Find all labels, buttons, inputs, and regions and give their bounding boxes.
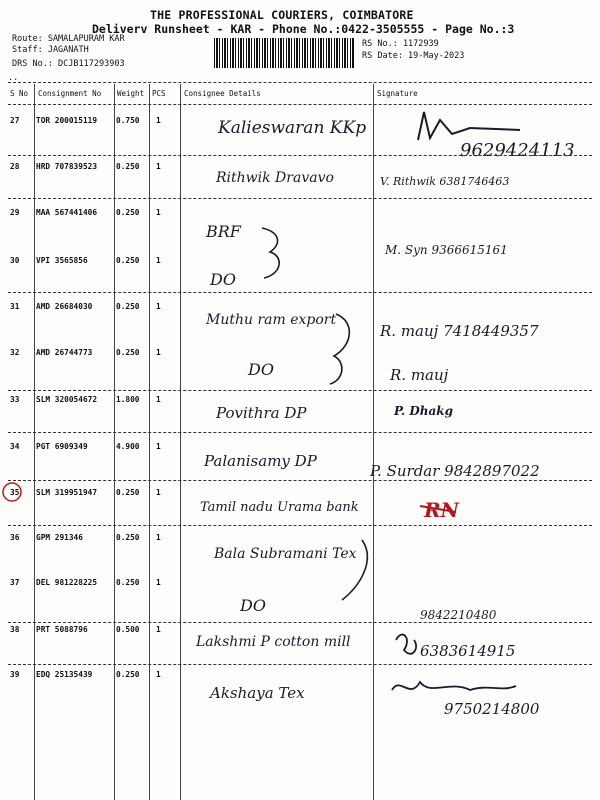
row-sno: 38 [10, 625, 20, 634]
row-consignment: EDQ 25135439 [36, 670, 93, 679]
row-divider [8, 198, 592, 199]
row-pcs: 1 [156, 208, 161, 217]
row-consignment: PGT 6909349 [36, 442, 88, 451]
row-weight: 0.250 [116, 670, 140, 679]
row-consignee: Bala Subramani Tex [214, 546, 357, 562]
row-weight: 1.800 [116, 395, 140, 404]
row-consignment: SLM 320054672 [36, 395, 98, 404]
row-pcs: 1 [156, 670, 161, 679]
row-signature: R. mauj 7418449357 [380, 322, 539, 340]
row-consignee: Kalieswaran KKp [218, 118, 367, 138]
col-weight: Weight [117, 89, 145, 98]
row-divider [8, 390, 592, 391]
row-pcs: 1 [156, 162, 161, 171]
row-divider [8, 622, 592, 623]
col-consignment: Consignment No [38, 89, 102, 98]
row-consignment: VPI 3565856 [36, 256, 88, 265]
rs-number: RS No.: 1172939 [362, 39, 439, 49]
row-consignment: TOR 200015119 [36, 116, 98, 125]
row-weight: 4.900 [116, 442, 140, 451]
row-pcs: 1 [156, 302, 161, 311]
column-divider [114, 84, 115, 800]
row-consignment: GPM 291346 [36, 533, 83, 542]
row-divider [8, 664, 592, 665]
row-weight: 0.250 [116, 348, 140, 357]
row-weight: 0.250 [116, 488, 140, 497]
row-sno: 34 [10, 442, 20, 451]
drs-number: DRS No.: DCJB117293903 [12, 59, 125, 69]
runsheet-title: Deliverv Runsheet - KAR - Phone No.:0422-3505555 - Page No.:3 [92, 22, 515, 36]
row-signature: 9842210480 [420, 608, 497, 622]
row-divider [8, 155, 592, 156]
row-weight: 0.500 [116, 625, 140, 634]
row-consignee: Lakshmi P cotton mill [196, 634, 351, 650]
row-pcs: 1 [156, 488, 161, 497]
row-sno: 27 [10, 116, 20, 125]
row-consignee: DO [248, 360, 274, 379]
row-consignee: Rithwik Dravavo [216, 170, 334, 186]
row-pcs: 1 [156, 395, 161, 404]
row-consignment: SLM 319951947 [36, 488, 98, 497]
row-sno: 32 [10, 348, 20, 357]
row-pcs: 1 [156, 442, 161, 451]
col-signature: Signature [377, 89, 418, 98]
company-title: THE PROFESSIONAL COURIERS, COIMBATORE [150, 8, 414, 22]
row-consignee: DO [240, 596, 266, 615]
row-consignment: HRD 707839523 [36, 162, 98, 171]
row-consignee: BRF [206, 222, 241, 241]
row-weight: 0.250 [116, 208, 140, 217]
row-signature: M. Syn 9366615161 [385, 243, 508, 257]
row-pcs: 1 [156, 348, 161, 357]
row-sno: 30 [10, 256, 20, 265]
row-signature: 9750214800 [444, 700, 540, 718]
row-sno: 33 [10, 395, 20, 404]
row-consignee: DO [210, 270, 236, 289]
row-consignee: Povithra DP [216, 404, 307, 422]
column-divider [34, 84, 35, 800]
row-consignee: Muthu ram export [206, 312, 337, 328]
row-divider [8, 525, 592, 526]
row-consignee: Palanisamy DP [204, 452, 317, 470]
row-pcs: 1 [156, 116, 161, 125]
row-signature: P. Dhakg [394, 404, 454, 418]
row-divider [8, 480, 592, 481]
column-divider [180, 84, 181, 800]
row-sno: 31 [10, 302, 20, 311]
rs-date: RS Date: 19-May-2023 [362, 51, 465, 61]
column-divider [149, 84, 150, 800]
row-weight: 0.250 [116, 162, 140, 171]
column-divider [373, 84, 374, 800]
route-label: Route: SAMALAPURAM KAR [12, 34, 125, 44]
staff-label: Staff: JAGANATH [12, 45, 89, 55]
row-pcs: 1 [156, 625, 161, 634]
row-signature: V. Rithwik 6381746463 [380, 175, 510, 188]
row-consignment: AMD 26744773 [36, 348, 93, 357]
row-sno: 29 [10, 208, 20, 217]
row-signature: R. mauj [390, 366, 449, 384]
row-signature: 6383614915 [420, 642, 516, 660]
row-sno: 35 [10, 488, 20, 497]
row-consignment: MAA 567441406 [36, 208, 98, 217]
row-sno: 36 [10, 533, 20, 542]
row-weight: 0.750 [116, 116, 140, 125]
row-weight: 0.250 [116, 302, 140, 311]
row-sno: 28 [10, 162, 20, 171]
row-divider [8, 432, 592, 433]
row-consignee: Akshaya Tex [210, 684, 305, 702]
row-weight: 0.250 [116, 578, 140, 587]
row-consignee: Tamil nadu Urama bank [200, 500, 359, 515]
col-consignee: Consignee Details [184, 89, 261, 98]
row-signature: 9629424113 [460, 140, 575, 161]
row-consignment: AMD 26684030 [36, 302, 93, 311]
row-signature: P. Surdar 9842897022 [370, 462, 540, 480]
row-weight: 0.250 [116, 533, 140, 542]
colhdr-divider [8, 104, 592, 105]
col-sno: S No [10, 89, 29, 98]
row-signature: RN [424, 498, 459, 522]
row-divider [8, 292, 592, 293]
row-weight: 0.250 [116, 256, 140, 265]
row-sno: 37 [10, 578, 20, 587]
header-divider [8, 82, 592, 83]
col-pcs: PCS [152, 89, 166, 98]
row-consignment: PRT 5088796 [36, 625, 88, 634]
row-pcs: 1 [156, 578, 161, 587]
row-consignment: DEL 981228225 [36, 578, 98, 587]
row-sno: 39 [10, 670, 20, 679]
barcode [214, 38, 354, 68]
header-marks: .. [8, 73, 19, 83]
row-pcs: 1 [156, 256, 161, 265]
row-pcs: 1 [156, 533, 161, 542]
